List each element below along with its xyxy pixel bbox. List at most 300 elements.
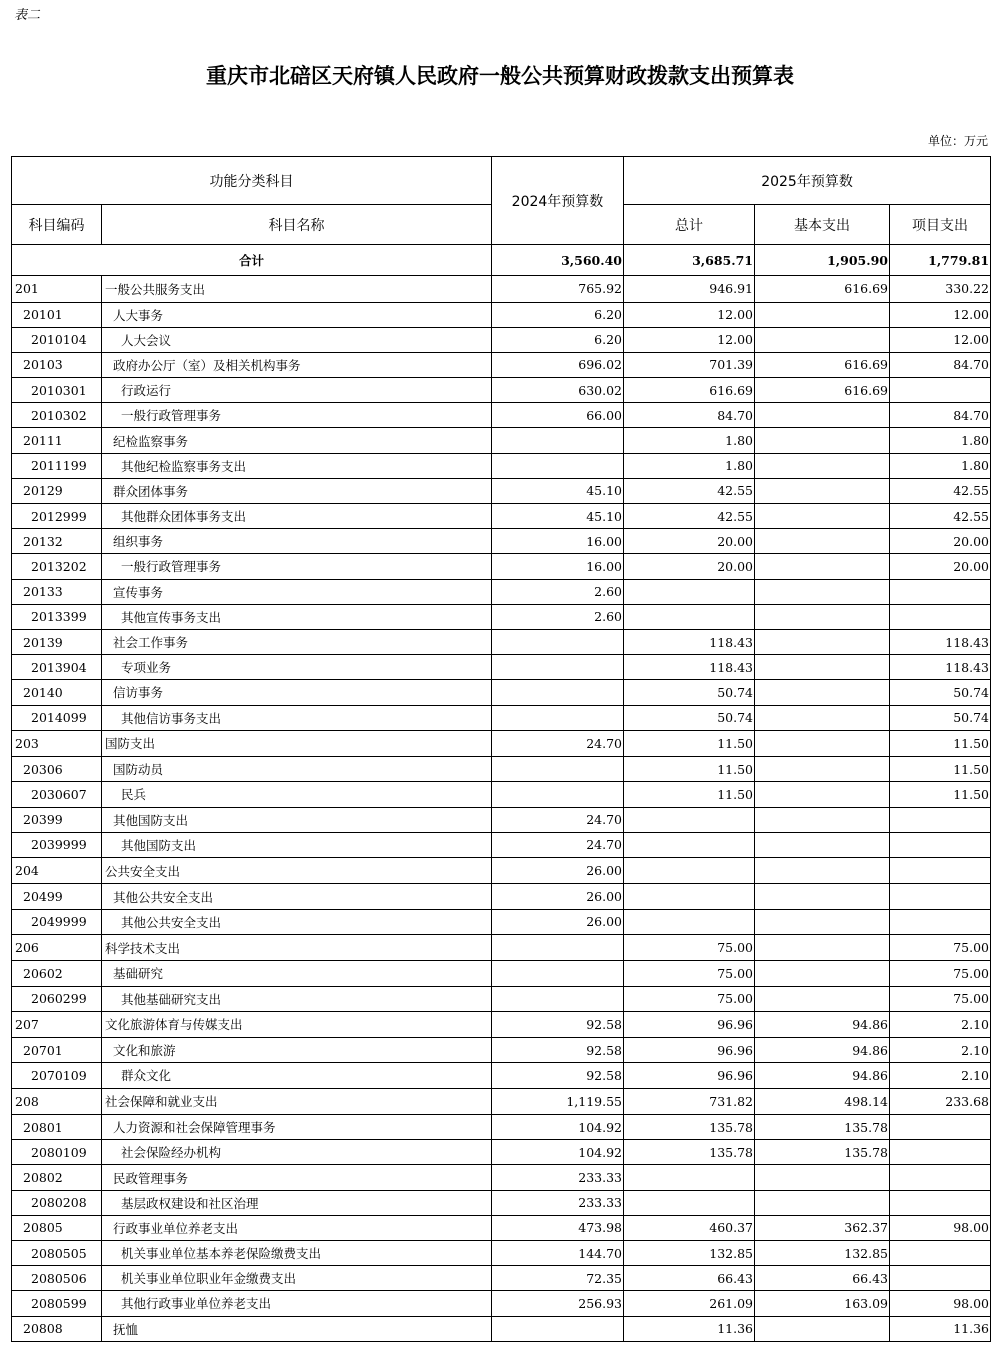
row-code: [12, 961, 102, 986]
row-project: [890, 884, 991, 909]
header-project: 项目支出: [890, 205, 991, 245]
row-code-text: 20805: [23, 1220, 63, 1236]
row-name: [102, 302, 492, 327]
row-name: [102, 1316, 492, 1341]
row-code: [12, 857, 102, 884]
row-basic: [755, 961, 890, 986]
row-basic: [755, 857, 890, 884]
row-b2024: 696.02: [492, 352, 624, 377]
row-code: [12, 986, 102, 1011]
table-row: [12, 1241, 991, 1266]
row-name: [102, 529, 492, 554]
row-code: [12, 579, 102, 604]
row-name-text: 人大会议: [121, 332, 172, 348]
row-name-text: 文化和旅游: [113, 1043, 176, 1059]
header-total: 总计: [624, 205, 755, 245]
row-basic: [755, 504, 890, 529]
header-budget-2024: 2024年预算数: [492, 157, 624, 245]
row-code-text: 2011199: [31, 458, 87, 474]
header-code: 科目编码: [12, 205, 102, 245]
row-project: 98.00: [890, 1291, 991, 1316]
row-code: [12, 529, 102, 554]
row-basic: 94.86: [755, 1063, 890, 1088]
row-basic: [755, 579, 890, 604]
row-total: 20.00: [624, 554, 755, 579]
row-total: 96.96: [624, 1038, 755, 1063]
row-code: [12, 428, 102, 453]
row-code-text: 20808: [23, 1321, 63, 1337]
row-b2024: 92.58: [492, 1011, 624, 1038]
row-name-text: 宣传事务: [113, 584, 164, 600]
row-name-text: 一般行政管理事务: [121, 559, 222, 575]
row-basic: [755, 554, 890, 579]
row-total: 701.39: [624, 352, 755, 377]
row-code-text: 20701: [23, 1042, 63, 1058]
row-b2024: [492, 961, 624, 986]
row-name: [102, 504, 492, 529]
table-row: [12, 302, 991, 327]
row-name-text: 抚恤: [113, 1321, 139, 1337]
table-row: [12, 1063, 991, 1088]
row-code-text: 201: [15, 281, 39, 297]
row-code: [12, 934, 102, 961]
table-row: [12, 832, 991, 857]
row-name: [102, 352, 492, 377]
row-total: [624, 884, 755, 909]
row-total: 460.37: [624, 1215, 755, 1240]
table-row: [12, 453, 991, 478]
row-b2024: [492, 934, 624, 961]
row-b2024: [492, 705, 624, 730]
row-total: 75.00: [624, 961, 755, 986]
total-total: 3,685.71: [624, 245, 755, 276]
row-name: [102, 934, 492, 961]
row-code: [12, 629, 102, 654]
row-b2024: 765.92: [492, 276, 624, 303]
table-row: [12, 857, 991, 884]
row-project: [890, 1165, 991, 1190]
row-b2024: 24.70: [492, 730, 624, 757]
row-name-text: 民政管理事务: [113, 1170, 189, 1186]
row-name-text: 基础研究: [113, 966, 164, 982]
row-code-text: 2013399: [31, 609, 87, 625]
row-code-text: 20801: [23, 1119, 63, 1135]
row-code-text: 2012999: [31, 508, 87, 524]
row-b2024: [492, 680, 624, 705]
row-basic: [755, 884, 890, 909]
row-project: [890, 909, 991, 934]
row-total: [624, 807, 755, 832]
row-name: [102, 884, 492, 909]
row-name: [102, 909, 492, 934]
row-basic: [755, 1190, 890, 1215]
table-row: [12, 1011, 991, 1038]
table-row: [12, 478, 991, 503]
row-project: 11.50: [890, 757, 991, 782]
row-name-text: 政府办公厅（室）及相关机构事务: [113, 357, 301, 373]
row-code: [12, 1011, 102, 1038]
row-name-text: 其他基础研究支出: [121, 991, 222, 1007]
row-code: [12, 1140, 102, 1165]
row-b2024: 104.92: [492, 1140, 624, 1165]
row-name: [102, 403, 492, 428]
row-total: 42.55: [624, 478, 755, 503]
row-total: 84.70: [624, 403, 755, 428]
table-row: [12, 986, 991, 1011]
row-code-text: 2080599: [31, 1295, 87, 1311]
row-name: [102, 1088, 492, 1115]
row-total: 135.78: [624, 1140, 755, 1165]
row-code: [12, 302, 102, 327]
row-code-text: 2049999: [31, 914, 87, 930]
row-code-text: 2010301: [31, 382, 87, 398]
row-code: [12, 478, 102, 503]
total-row: [12, 245, 991, 276]
row-name-text: 其他公共安全支出: [121, 914, 222, 930]
row-project: 12.00: [890, 302, 991, 327]
row-code: [12, 832, 102, 857]
row-name: [102, 782, 492, 807]
row-basic: [755, 327, 890, 352]
table-row: [12, 1038, 991, 1063]
row-name-text: 纪检监察事务: [113, 433, 189, 449]
row-b2024: 24.70: [492, 832, 624, 857]
row-project: [890, 1266, 991, 1291]
row-name-text: 人大事务: [113, 307, 164, 323]
row-code: [12, 884, 102, 909]
row-code-text: 2014099: [31, 710, 87, 726]
row-project: 118.43: [890, 629, 991, 654]
row-name: [102, 986, 492, 1011]
row-name: [102, 276, 492, 303]
table-row: [12, 730, 991, 757]
row-code: [12, 1291, 102, 1316]
row-total: 66.43: [624, 1266, 755, 1291]
row-total: 261.09: [624, 1291, 755, 1316]
row-basic: 498.14: [755, 1088, 890, 1115]
row-basic: 135.78: [755, 1115, 890, 1140]
row-total: 132.85: [624, 1241, 755, 1266]
table-tag: 表二: [14, 8, 41, 23]
row-name: [102, 604, 492, 629]
row-name: [102, 478, 492, 503]
row-code-text: 20499: [23, 889, 63, 905]
row-b2024: 233.33: [492, 1165, 624, 1190]
row-name: [102, 1215, 492, 1240]
row-basic: 362.37: [755, 1215, 890, 1240]
row-name-text: 一般行政管理事务: [121, 408, 222, 424]
row-basic: [755, 478, 890, 503]
row-project: 2.10: [890, 1011, 991, 1038]
row-basic: [755, 655, 890, 680]
row-b2024: 24.70: [492, 807, 624, 832]
row-project: 11.50: [890, 782, 991, 807]
row-name-text: 国防支出: [105, 736, 156, 752]
row-b2024: 45.10: [492, 478, 624, 503]
row-name-text: 社会保险经办机构: [121, 1145, 222, 1161]
row-basic: [755, 1165, 890, 1190]
table-row: [12, 1190, 991, 1215]
row-code-text: 20132: [23, 533, 63, 549]
header-budget-2025: 2025年预算数: [624, 157, 991, 205]
row-code-text: 20103: [23, 357, 63, 373]
row-name-text: 其他群众团体事务支出: [121, 509, 247, 525]
row-code-text: 2010302: [31, 407, 87, 423]
row-code-text: 20399: [23, 812, 63, 828]
row-name: [102, 1190, 492, 1215]
table-row: [12, 579, 991, 604]
row-total: 96.96: [624, 1063, 755, 1088]
row-project: 75.00: [890, 934, 991, 961]
row-b2024: 144.70: [492, 1241, 624, 1266]
row-b2024: [492, 655, 624, 680]
row-code-text: 2013202: [31, 558, 87, 574]
table-row: [12, 1266, 991, 1291]
row-name-text: 其他纪检监察事务支出: [121, 458, 247, 474]
row-b2024: 26.00: [492, 884, 624, 909]
table-row: [12, 807, 991, 832]
row-code: [12, 1088, 102, 1115]
row-code-text: 20802: [23, 1170, 63, 1186]
row-total: 118.43: [624, 629, 755, 654]
row-code-text: 2060299: [31, 991, 87, 1007]
header-name: 科目名称: [102, 205, 492, 245]
table-row: [12, 757, 991, 782]
row-b2024: 104.92: [492, 1115, 624, 1140]
table-row: [12, 934, 991, 961]
row-code-text: 20140: [23, 684, 63, 700]
row-name: [102, 1241, 492, 1266]
row-b2024: 16.00: [492, 529, 624, 554]
row-basic: [755, 302, 890, 327]
row-code-text: 2039999: [31, 837, 87, 853]
row-name-text: 社会工作事务: [113, 635, 189, 651]
row-total: 135.78: [624, 1115, 755, 1140]
row-basic: [755, 529, 890, 554]
row-name-text: 信访事务: [113, 685, 164, 701]
row-b2024: [492, 428, 624, 453]
row-total: 11.36: [624, 1316, 755, 1341]
row-name-text: 行政运行: [121, 383, 172, 399]
row-project: 11.36: [890, 1316, 991, 1341]
row-name-text: 国防动员: [113, 762, 164, 778]
row-name-text: 其他信访事务支出: [121, 710, 222, 726]
row-basic: [755, 757, 890, 782]
row-project: [890, 832, 991, 857]
row-b2024: 1,119.55: [492, 1088, 624, 1115]
row-code: [12, 1063, 102, 1088]
row-code-text: 2070109: [31, 1067, 87, 1083]
row-project: 42.55: [890, 478, 991, 503]
budget-table: [11, 156, 991, 1342]
row-b2024: [492, 986, 624, 1011]
row-code: [12, 1165, 102, 1190]
row-code-text: 2030607: [31, 786, 87, 802]
row-name-text: 其他公共安全支出: [113, 889, 214, 905]
row-total: 12.00: [624, 302, 755, 327]
row-code-text: 206: [15, 940, 39, 956]
row-name-text: 文化旅游体育与传媒支出: [105, 1017, 243, 1033]
row-code-text: 20101: [23, 307, 63, 323]
row-basic: [755, 629, 890, 654]
row-basic: 66.43: [755, 1266, 890, 1291]
row-code: [12, 1316, 102, 1341]
row-name-text: 组织事务: [113, 534, 164, 550]
row-basic: [755, 1316, 890, 1341]
row-b2024: 45.10: [492, 504, 624, 529]
row-project: [890, 807, 991, 832]
row-code: [12, 757, 102, 782]
row-project: 50.74: [890, 705, 991, 730]
row-code-text: 20133: [23, 584, 63, 600]
row-name: [102, 807, 492, 832]
row-b2024: 473.98: [492, 1215, 624, 1240]
row-code: [12, 352, 102, 377]
table-row: [12, 1165, 991, 1190]
row-name-text: 社会保障和就业支出: [105, 1094, 218, 1110]
row-name-text: 其他国防支出: [113, 812, 189, 828]
row-basic: [755, 934, 890, 961]
row-code-text: 203: [15, 735, 39, 751]
row-total: 731.82: [624, 1088, 755, 1115]
row-project: 20.00: [890, 529, 991, 554]
row-name: [102, 857, 492, 884]
row-basic: [755, 730, 890, 757]
row-total: [624, 857, 755, 884]
row-name: [102, 1038, 492, 1063]
row-total: 118.43: [624, 655, 755, 680]
row-project: 118.43: [890, 655, 991, 680]
row-code: [12, 1115, 102, 1140]
row-name: [102, 1266, 492, 1291]
table-row: [12, 428, 991, 453]
row-name: [102, 378, 492, 403]
row-code-text: 2080505: [31, 1245, 87, 1261]
row-b2024: [492, 1316, 624, 1341]
row-code-text: 20111: [23, 433, 63, 449]
row-total: [624, 579, 755, 604]
row-name: [102, 1011, 492, 1038]
row-total: [624, 604, 755, 629]
row-code: [12, 276, 102, 303]
row-b2024: 26.00: [492, 909, 624, 934]
row-b2024: 6.20: [492, 302, 624, 327]
row-code: [12, 1215, 102, 1240]
row-project: 84.70: [890, 403, 991, 428]
row-code: [12, 655, 102, 680]
row-code: [12, 403, 102, 428]
row-b2024: [492, 453, 624, 478]
row-basic: [755, 909, 890, 934]
row-b2024: [492, 629, 624, 654]
row-b2024: [492, 757, 624, 782]
row-b2024: 256.93: [492, 1291, 624, 1316]
table-row: [12, 1215, 991, 1240]
row-code: [12, 730, 102, 757]
row-name-text: 机关事业单位职业年金缴费支出: [121, 1271, 297, 1287]
page-title: 重庆市北碚区天府镇人民政府一般公共预算财政拨款支出预算表: [206, 63, 794, 88]
row-code-text: 2013904: [31, 659, 87, 675]
row-total: 50.74: [624, 680, 755, 705]
row-total: 11.50: [624, 757, 755, 782]
row-b2024: 26.00: [492, 857, 624, 884]
row-name-text: 群众文化: [121, 1068, 172, 1084]
row-project: 50.74: [890, 680, 991, 705]
table-row: [12, 327, 991, 352]
table-row: [12, 655, 991, 680]
row-code-text: 207: [15, 1016, 39, 1032]
row-code: [12, 1266, 102, 1291]
row-name: [102, 554, 492, 579]
row-code-text: 204: [15, 863, 39, 879]
row-project: 1.80: [890, 428, 991, 453]
row-total: [624, 832, 755, 857]
row-basic: 616.69: [755, 378, 890, 403]
row-basic: [755, 832, 890, 857]
row-basic: 616.69: [755, 276, 890, 303]
row-project: [890, 1241, 991, 1266]
row-basic: 163.09: [755, 1291, 890, 1316]
row-name-text: 行政事业单位养老支出: [113, 1220, 239, 1236]
row-project: [890, 604, 991, 629]
row-code-text: 2080506: [31, 1270, 87, 1286]
row-basic: [755, 782, 890, 807]
row-project: 75.00: [890, 961, 991, 986]
row-b2024: 233.33: [492, 1190, 624, 1215]
row-name: [102, 655, 492, 680]
row-name: [102, 961, 492, 986]
row-total: 75.00: [624, 934, 755, 961]
row-basic: [755, 807, 890, 832]
table-row: [12, 504, 991, 529]
row-total: [624, 909, 755, 934]
row-project: 42.55: [890, 504, 991, 529]
row-basic: [755, 403, 890, 428]
row-name: [102, 428, 492, 453]
row-code: [12, 807, 102, 832]
row-name-text: 科学技术支出: [105, 940, 181, 956]
row-basic: 616.69: [755, 352, 890, 377]
row-project: 84.70: [890, 352, 991, 377]
row-b2024: [492, 782, 624, 807]
table-row: [12, 403, 991, 428]
total-label: 合计: [12, 245, 492, 276]
row-basic: 94.86: [755, 1038, 890, 1063]
row-name: [102, 453, 492, 478]
row-name: [102, 1140, 492, 1165]
row-project: [890, 1140, 991, 1165]
row-name-text: 一般公共服务支出: [105, 281, 206, 297]
table-row: [12, 909, 991, 934]
row-code: [12, 453, 102, 478]
row-code-text: 20129: [23, 483, 63, 499]
row-basic: [755, 705, 890, 730]
table-row: [12, 1291, 991, 1316]
row-name-text: 专项业务: [121, 660, 172, 676]
row-total: 946.91: [624, 276, 755, 303]
row-name-text: 其他行政事业单位养老支出: [121, 1296, 272, 1312]
row-project: [890, 1190, 991, 1215]
row-project: 2.10: [890, 1063, 991, 1088]
row-basic: [755, 428, 890, 453]
row-code-text: 208: [15, 1093, 39, 1109]
row-code-text: 20602: [23, 965, 63, 981]
row-name: [102, 1063, 492, 1088]
table-row: [12, 529, 991, 554]
row-code: [12, 1038, 102, 1063]
row-total: 11.50: [624, 730, 755, 757]
table-row: [12, 680, 991, 705]
